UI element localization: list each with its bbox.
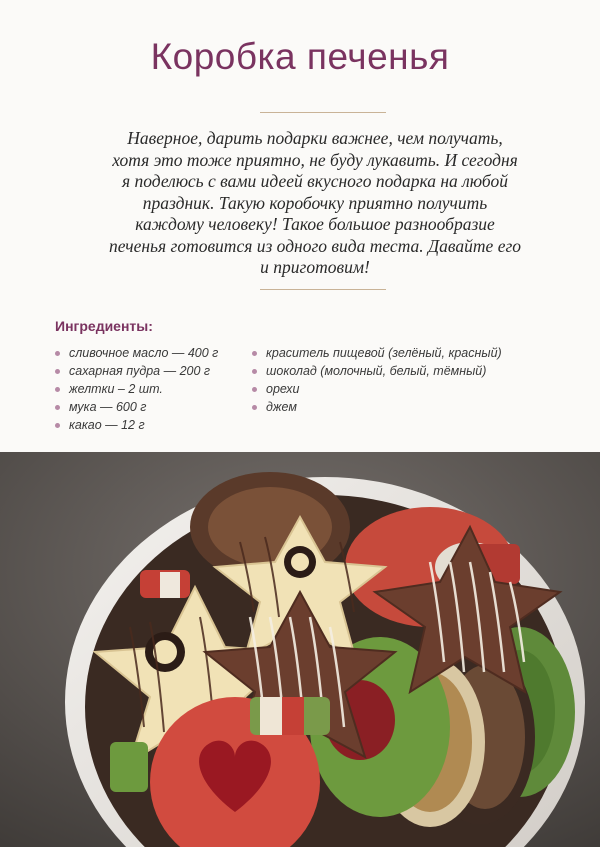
intro-line: хотя это тоже приятно, не буду лукавить. И сегодня — [112, 149, 518, 170]
ingredients-heading: Ингредиенты: — [55, 318, 153, 334]
intro-line: Наверное, дарить подарки важнее, чем получать, — [127, 128, 503, 148]
ingredient-item: джем — [252, 398, 502, 416]
ingredient-item: желтки – 2 шт. — [55, 380, 218, 398]
divider-bottom — [260, 289, 386, 290]
bullet-icon — [55, 351, 60, 356]
ingredient-item: орехи — [252, 380, 502, 398]
bullet-icon — [252, 405, 257, 410]
intro-line: я поделюсь с вами идеей вкусного подарка на любой — [122, 171, 508, 191]
bullet-icon — [252, 369, 257, 374]
intro-line: каждому человеку! Такое большое разнообразие — [135, 214, 495, 234]
ingredient-item: мука — 600 г — [55, 398, 218, 416]
ingredient-item: сливочное масло — 400 г — [55, 344, 218, 362]
bullet-icon — [55, 405, 60, 410]
page-title: Коробка печенья — [150, 36, 450, 77]
intro-line: и приготовим! — [260, 257, 370, 277]
cookie-tin-photo — [0, 452, 600, 847]
intro-line: печенья готовится из одного вида теста. Давайте его — [108, 235, 522, 256]
divider-top — [260, 112, 386, 113]
bullet-icon — [252, 387, 257, 392]
bullet-icon — [55, 387, 60, 392]
bullet-icon — [55, 369, 60, 374]
ingredients-list-right — [252, 344, 502, 416]
intro-paragraph — [60, 128, 570, 279]
ingredients-list-left — [55, 344, 218, 434]
ingredient-item: шоколад (молочный, белый, тёмный) — [252, 362, 502, 380]
ingredient-item: какао — 12 г — [55, 416, 218, 434]
intro-line: праздник. Такую коробочку приятно получить — [142, 192, 488, 213]
bullet-icon — [252, 351, 257, 356]
ingredient-item: сахарная пудра — 200 г — [55, 362, 218, 380]
bullet-icon — [55, 423, 60, 428]
ingredient-item: краситель пищевой (зелёный, красный) — [252, 344, 502, 362]
